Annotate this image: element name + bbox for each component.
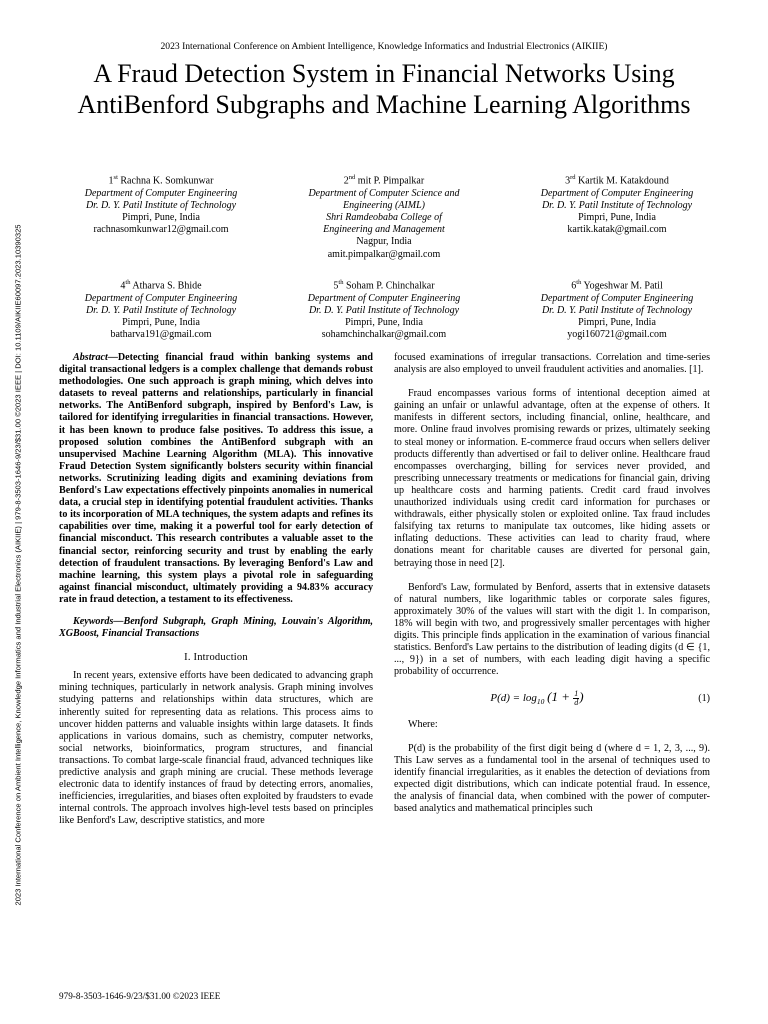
paragraph-probability: P(d) is the probability of the first digit being d (where d = 1, 2, 3, ..., 9). This Law serves as a fundamental tool in the arsenal of techniques used to identify financial irregularities, as it enables the detection of deviations from expected digit distributions, which can indicate potential fraud. In essence, the analysis of financial data, when combined with the power of computer-based analytics and mathematical principles such	[394, 742, 710, 815]
abstract	[59, 352, 373, 606]
author-affiliation: Engineering (AIML)	[343, 199, 425, 211]
where-label: Where:	[408, 718, 438, 730]
author-location: Pimpri, Pune, India	[345, 316, 423, 328]
author-email[interactable]: kartik.katak@gmail.com	[567, 224, 667, 236]
paragraph-fraud-types: Fraud encompasses various forms of intentional deception aimed at gaining an unfair or unlawful advantage, often at the expense of others. It manifests in different sectors, including financial, online, healthcare, and more. Online fraud involves promising rewards or prizes, ultimately seeking to steal money or information. E-commerce fraud occurs when sellers deliver products differently than advertised or fail to deliver online. Healthcare fraud encompasses overcharging, billing for services never provided, and prescribing unnecessary treatments or medications for financial gain, driving up healthcare costs and harming patients. Credit card fraud involves unauthorized individuals using credit card information for purchases or withdrawals, either physically stolen or exploited online. Tax fraud includes falsifying tax returns to manipulate tax outcomes, like hiding assets or inflating deductions. These activities can lead to charity fraud, where donations meant for charitable causes are diverted for personal gain, betraying those in need [2].	[394, 388, 710, 569]
author-email[interactable]: batharva191@gmail.com	[110, 329, 212, 341]
author-name: 4th Atharva S. Bhide	[120, 279, 202, 292]
author-affiliation: Dr. D. Y. Patil Institute of Technology	[85, 304, 237, 316]
author-name: 3rd Kartik M. Katakdound	[565, 174, 669, 187]
author-affiliation: Department of Computer Engineering	[307, 292, 461, 304]
section-heading-introduction: I. Introduction	[184, 652, 248, 664]
author-email[interactable]: sohamchinchalkar@gmail.com	[321, 329, 447, 341]
keywords-label: Keywords	[73, 615, 114, 627]
author-location: Pimpri, Pune, India	[122, 211, 200, 223]
author-affiliation: Department of Computer Engineering	[84, 292, 238, 304]
author-name: 6th Yogeshwar M. Patil	[571, 279, 663, 292]
abstract-text: —Detecting financial fraud within banking systems and digital transactional ledgers is a complex challenge that demands robust methodologies. One such approach is graph mining, which delves into datasets to reveal patterns and relationships, particularly in financial networks. The AntiBenford subgraph, inspired by Benford's Law, is tailored for identifying irregularities in financial transactions. However, it has been known to produce false positives. To address this issue, a proposed solution combines the AntiBenford subgraph with an unsupervised Machine Learning Algorithm (MLA). This innovative Fraud Detection System significantly bolsters security within financial networks. Scrutinizing leading digits and examining deviations from Benford's Law expectations effectively pinpoints anomalies in numerical data, a crucial step in identifying potential fraudulent activities. Thanks to its incorporation of MLA techniques, the system adapts and refines its capabilities over time, making it a powerful tool for early detection of financial misconduct. This research contributes a valuable asset to the financial sector, reinforcing security and trust by enabling the early detection of fraudulent transactions. By leveraging Benford's Law and machine learning, this system plays a pivotal role in safeguarding against financial misconduct, ultimately providing a 94.83% accuracy rate in fraud detection, a testament to its effectiveness.	[59, 352, 373, 605]
author-affiliation: Dr. D. Y. Patil Institute of Technology	[308, 304, 460, 316]
footer-copyright: 979-8-3503-1646-9/23/$31.00 ©2023 IEEE	[59, 991, 221, 1001]
author-affiliation: Engineering and Management	[323, 224, 445, 236]
author-name: 5th Soham P. Chinchalkar	[333, 279, 435, 292]
author-affiliation: Dr. D. Y. Patil Institute of Technology	[541, 304, 693, 316]
author-email[interactable]: yogi160721@gmail.com	[567, 329, 667, 341]
author-block-6	[512, 277, 722, 341]
sidebar-citation	[10, 150, 26, 980]
sidebar-citation-text: 2023 International Conference on Ambient Intelligence, Knowledge Informatics and Industrial Electronics (AIKIIE) | 979-8-3503-1646-9/23/$31.00 ©2023 IEEE | DOI: 10.1109/AIKIIE60097.2023.10390325	[13, 224, 23, 906]
author-affiliation: Department of Computer Engineering	[84, 187, 238, 199]
keywords	[59, 616, 373, 640]
author-location: Nagpur, India	[356, 236, 412, 248]
author-affiliation: Department of Computer Engineering	[540, 292, 694, 304]
author-affiliation: Department of Computer Engineering	[540, 187, 694, 199]
paragraph-continued: focused examinations of irregular transactions. Correlation and time-series analysis are also employed to unveil fraudulent activities and anomalies. [1].	[394, 352, 710, 376]
conference-header: 2023 International Conference on Ambient Intelligence, Knowledge Informatics and Industrial Electronics (AIKIIE)	[160, 41, 608, 52]
equation-body: $P(d) = \log_{10} (1$ + $\frac{1}{d}$ )	[490, 689, 584, 708]
author-location: Pimpri, Pune, India	[578, 211, 656, 223]
author-affiliation: Dr. D. Y. Patil Institute of Technology	[85, 199, 237, 211]
right-column	[394, 352, 710, 815]
equation-1	[394, 690, 710, 708]
author-location: Pimpri, Pune, India	[578, 316, 656, 328]
author-name: 1st Rachna K. Somkunwar	[108, 174, 214, 187]
author-block-3	[512, 172, 722, 236]
author-affiliation: Department of Computer Science and	[308, 187, 460, 199]
author-email[interactable]: amit.pimpalkar@gmail.com	[327, 248, 441, 260]
author-location: Pimpri, Pune, India	[122, 316, 200, 328]
author-block-5	[279, 277, 489, 341]
author-block-2	[279, 172, 489, 261]
intro-paragraph-1: In recent years, extensive efforts have been dedicated to advancing graph mining techniques, particularly in network analysis. Graph mining involves studying patterns and relationships within data structures, which are inherently suited for representing data as relations. This process aims to uncover hidden patterns and valuable insights within large datasets. It finds applications in various domains, such as chemistry, computer networks, social networks, bioinformatics, program structures, and financial transactions. To combat large-scale financial fraud, advanced techniques like predictive analysis and graph mining are crucial. These methods leverage electronic data to identify instances of fraud by detecting errors, anomalies, inefficiencies, irregularities, and biases often exploited by fraudsters to evade internal controls. The approach involves high-level tests based on principles like Benford's Law, descriptive statistics, and more	[59, 670, 373, 827]
author-block-4	[56, 277, 266, 341]
keywords-text: —Benford Subgraph, Graph Mining, Louvain's Algorithm, XGBoost, Financial Transactions	[59, 615, 373, 640]
author-name: 2nd mit P. Pimpalkar	[343, 174, 425, 187]
abstract-label: Abstract	[73, 352, 108, 363]
author-block-1	[56, 172, 266, 236]
equation-fraction: $\frac{1}{d}$	[574, 689, 579, 708]
left-column	[59, 352, 373, 827]
equation-number: (1)	[698, 693, 710, 705]
author-affiliation: Dr. D. Y. Patil Institute of Technology	[541, 199, 693, 211]
author-email[interactable]: rachnasomkunwar12@gmail.com	[93, 224, 229, 236]
paragraph-benford-law: Benford's Law, formulated by Benford, asserts that in extensive datasets of natural numbers, like logarithmic tables or corporate sales figures, approximately 30% of the values will start with the digit 1. In comparison, 18% will begin with two, and progressively smaller percentages with higher digits. This principle finds application in the examination of various financial statistics. Benford's Law pertains to the distribution of leading digits (d ∈ {1, ..., 9}) in a set of numbers, with each leading digit having a specific probability of occurrence.	[394, 581, 710, 678]
paper-title: A Fraud Detection System in Financial Networks Using AntiBenford Subgraphs and Machine Learning Algorithms	[77, 59, 691, 119]
author-affiliation: Shri Ramdeobaba College of	[326, 211, 442, 223]
